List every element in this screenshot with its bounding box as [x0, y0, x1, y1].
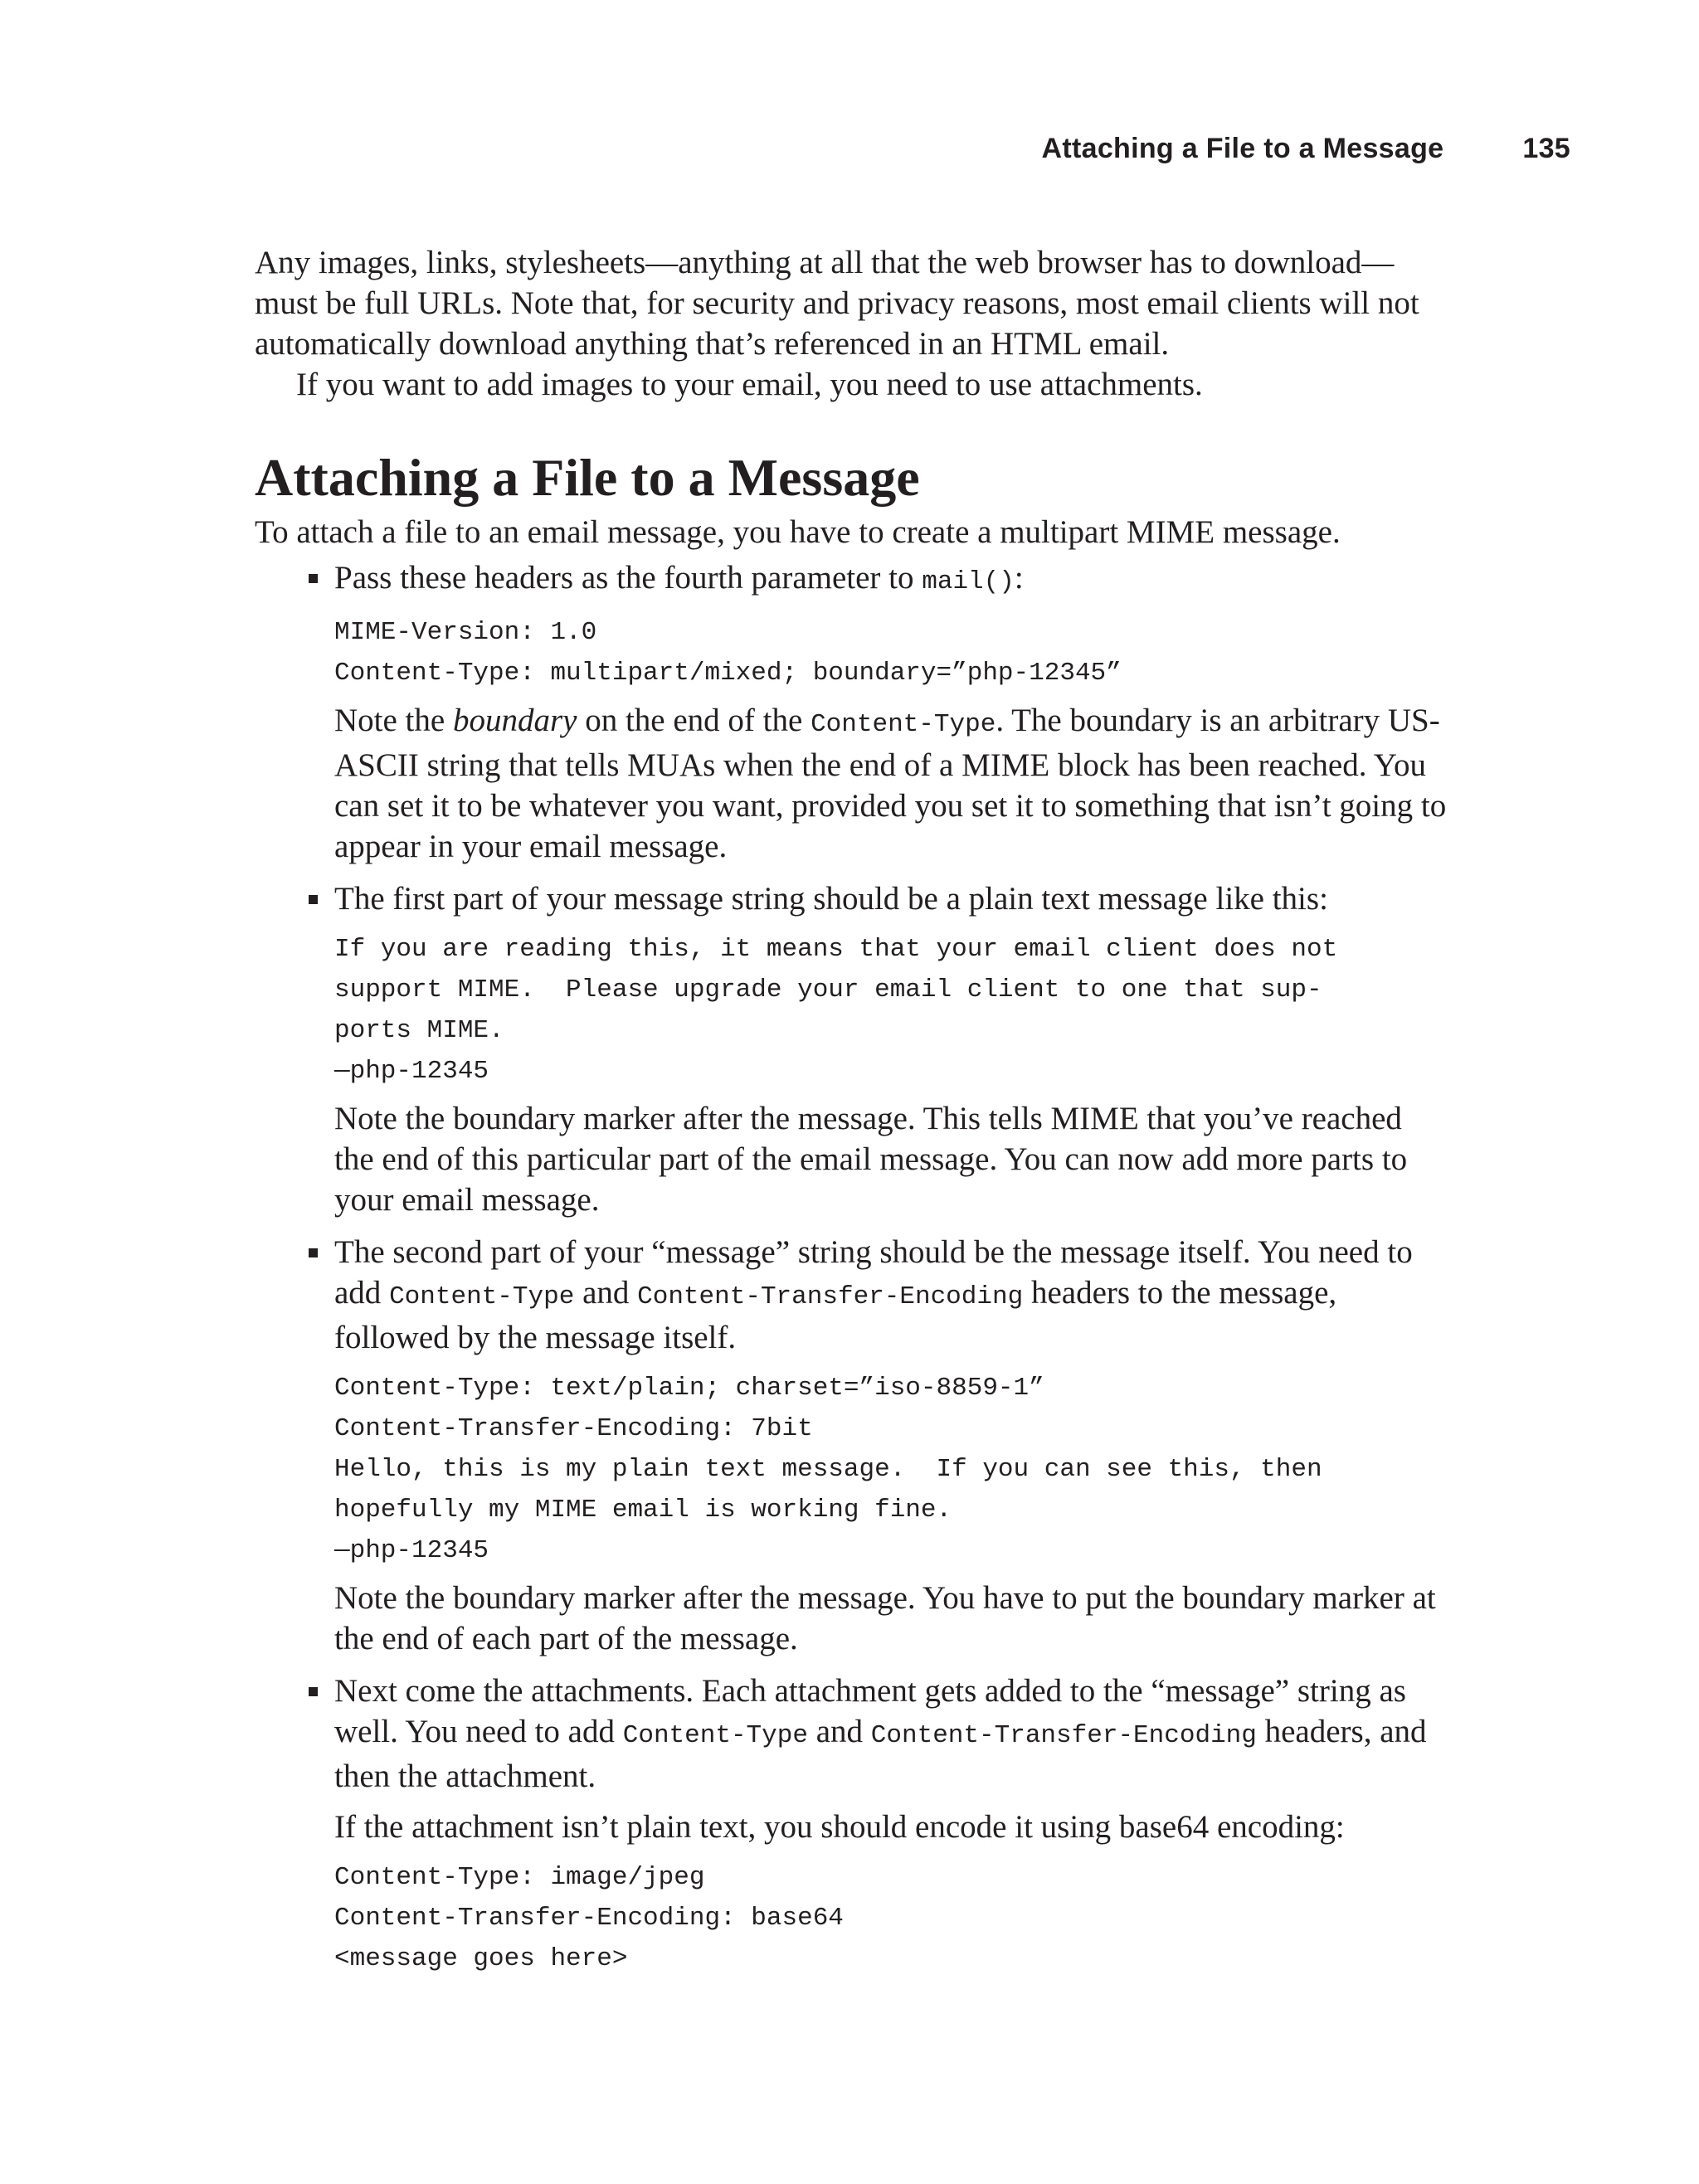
code-block: Content-Type: image/jpeg Content-Transfer-Encoding: base64 <message goes here>	[334, 1863, 844, 1973]
inline-code: mail()	[922, 567, 1015, 596]
code-block: If you are reading this, it means that your email client does not support MIME. Please upgrade your email client to one that sup- ports MIME. —php-12345	[334, 935, 1338, 1086]
steps-list	[255, 557, 1449, 1979]
inline-code: Content-Transfer-Encoding	[637, 1282, 1024, 1311]
step-text: The second part of your “message” string should be the message itself. You need to add Content-Type and Content-Transfer-Encoding headers to the message, followed by the message itself.	[334, 1234, 1413, 1355]
bullet-square-icon	[309, 1248, 318, 1257]
emphasis: boundary	[452, 703, 577, 738]
step-text: The first part of your message string should be a plain text message like this:	[334, 881, 1328, 917]
inline-code: Content-Transfer-Encoding	[870, 1721, 1257, 1750]
step-note: Note the boundary marker after the message. You have to put the boundary marker at the end of each part of the message.	[334, 1580, 1436, 1656]
code-block: Content-Type: text/plain; charset=”iso-8859-1” Content-Transfer-Encoding: 7bit Hello, this is my plain text message. If you can see this, then hopefully my MIME email is working fine. —php-12345	[334, 1374, 1322, 1565]
page-number: 135	[1522, 133, 1570, 164]
step-subparagraph: If the attachment isn’t plain text, you should encode it using base64 encoding:	[334, 1809, 1345, 1845]
bullet-square-icon	[309, 1687, 318, 1696]
running-header	[1042, 133, 1570, 165]
intro-paragraph-attachments: If you want to add images to your email, you need to use attachments.	[296, 367, 1203, 402]
list-item	[255, 1671, 1449, 1979]
inline-code: Content-Type	[622, 1721, 808, 1750]
step-note: Note the boundary on the end of the Content-Type. The boundary is an arbitrary US-ASCII string that tells MUAs when the end of a MIME block has been reached. You can set it to be whatever you want, provided you set it to something that isn’t going to appear in your email message.	[334, 703, 1447, 864]
step-text: Pass these headers as the fourth parameter to mail():	[334, 560, 1024, 596]
step-note: Note the boundary marker after the message. This tells MIME that you’ve reached the end of this particular part of the email message. You can now add more parts to your email message.	[334, 1101, 1408, 1218]
inline-code: Content-Type	[811, 710, 996, 739]
code-block: MIME-Version: 1.0 Content-Type: multipart/mixed; boundary=”php-12345”	[334, 618, 1122, 688]
step-text: Next come the attachments. Each attachment gets added to the “message” string as well. You need to add Content-Type and Content-Transfer-Encoding headers, and then the attachment.	[334, 1673, 1427, 1794]
page-body	[255, 242, 1449, 1991]
section-heading: Attaching a File to a Message	[255, 448, 920, 507]
bullet-square-icon	[309, 574, 318, 583]
list-item	[255, 878, 1449, 1220]
running-title: Attaching a File to a Message	[1041, 133, 1444, 164]
inline-code: Content-Type	[389, 1282, 575, 1311]
bullet-square-icon	[309, 895, 318, 904]
list-item	[255, 1232, 1449, 1659]
list-item	[255, 557, 1449, 867]
intro-paragraph: Any images, links, stylesheets—anything at all that the web browser has to download—must be full URLs. Note that, for security and privacy reasons, most email clients will not automatically download anything that’s referenced in an HTML email.	[255, 245, 1419, 362]
section-lead: To attach a file to an email message, you have to create a multipart MIME message.	[255, 514, 1341, 550]
